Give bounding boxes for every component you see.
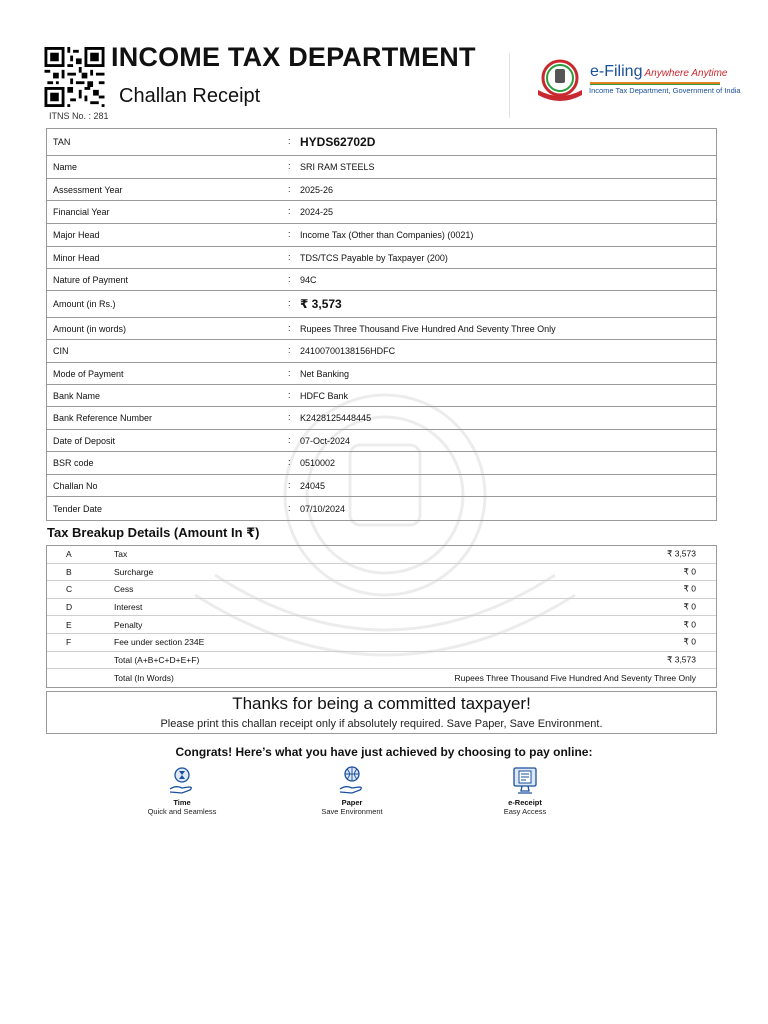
feature-title: Paper (341, 798, 363, 807)
detail-value: 2025-26 (300, 184, 334, 195)
breakup-letter: E (66, 619, 72, 630)
feature-paper (292, 765, 412, 816)
detail-label: Nature of Payment (53, 274, 129, 285)
page-title: INCOME TAX DEPARTMENT (111, 42, 476, 72)
breakup-description: Penalty (114, 619, 143, 630)
breakup-row (47, 634, 716, 652)
detail-value: 07/10/2024 (300, 503, 346, 514)
breakup-description: Surcharge (114, 566, 154, 577)
detail-row (47, 475, 716, 497)
thanks-box (46, 691, 717, 734)
detail-value: TDS/TCS Payable by Taxpayer (200) (300, 252, 448, 263)
detail-row (47, 430, 716, 452)
efiling-subtext: Income Tax Department, Government of India (589, 86, 741, 95)
detail-row (47, 179, 716, 201)
breakup-row (47, 564, 716, 582)
breakup-amount: ₹ 0 (683, 583, 696, 594)
breakup-description: Total (In Words) (114, 672, 174, 683)
breakup-description: Interest (114, 602, 143, 613)
feature-e-receipt (465, 765, 585, 816)
challan-details-table (46, 128, 717, 521)
paper-icon (337, 765, 367, 797)
detail-value: Net Banking (300, 368, 350, 379)
breakup-title: Tax Breakup Details (Amount In ₹) (47, 525, 260, 540)
breakup-letter: A (66, 549, 72, 560)
breakup-amount: ₹ 0 (683, 619, 696, 630)
detail-row (47, 363, 716, 385)
efiling-logo (531, 58, 741, 102)
detail-label: Challan No (53, 480, 98, 491)
detail-label: Assessment Year (53, 184, 123, 195)
receipt-subtitle: Challan Receipt (119, 85, 261, 107)
detail-separator: : (288, 367, 291, 378)
detail-row (47, 224, 716, 247)
detail-separator: : (288, 136, 291, 146)
detail-row (47, 497, 716, 520)
detail-label: Mode of Payment (53, 368, 124, 379)
detail-separator: : (288, 229, 291, 239)
logo-underline-green (590, 84, 720, 85)
detail-label: Financial Year (53, 207, 110, 217)
detail-separator: : (288, 206, 291, 216)
feature-title: e-Receipt (508, 798, 542, 807)
detail-label: Bank Name (53, 390, 101, 401)
breakup-letter: F (66, 637, 72, 648)
detail-row (47, 318, 716, 340)
thanks-subtext: Please print this challan receipt only if absolutely required. Save Paper, Save Environment. (160, 718, 603, 730)
detail-value: 0510002 (300, 458, 336, 468)
breakup-row (47, 652, 716, 670)
detail-row (47, 340, 716, 363)
detail-separator: : (288, 412, 291, 422)
detail-row (47, 156, 716, 179)
detail-separator: : (288, 183, 291, 194)
detail-separator: : (288, 434, 291, 445)
detail-separator: : (288, 479, 291, 490)
detail-value: 24100700138156HDFC (300, 346, 396, 356)
breakup-amount: ₹ 0 (683, 566, 696, 577)
detail-separator: : (288, 298, 291, 308)
congrats-text: Congrats! Here’s what you have just achieved by choosing to pay online: (175, 745, 593, 759)
feature-subtitle: Save Environment (321, 807, 383, 816)
efiling-brand: e-Filing (590, 63, 643, 80)
detail-value: 24045 (300, 480, 326, 491)
detail-row (47, 269, 716, 291)
detail-value: HDFC Bank (300, 390, 349, 401)
detail-row (47, 129, 716, 156)
detail-separator: : (288, 345, 291, 355)
detail-value: Rupees Three Thousand Five Hundred And Seventy Three Only (300, 323, 556, 334)
breakup-description: Cess (114, 584, 134, 595)
detail-value: Income Tax (Other than Companies) (0021) (300, 230, 474, 240)
breakup-amount: Rupees Three Thousand Five Hundred And Seventy Three Only (454, 672, 696, 683)
breakup-row (47, 669, 716, 687)
e-receipt-icon (510, 765, 540, 797)
feature-time (122, 765, 242, 816)
detail-separator: : (288, 161, 291, 171)
breakup-amount: ₹ 0 (683, 601, 696, 612)
detail-value: 07-Oct-2024 (300, 435, 351, 446)
detail-value: 94C (300, 274, 317, 285)
detail-label: Amount (in words) (53, 323, 127, 334)
emblem-icon (533, 58, 587, 102)
detail-label: Tender Date (53, 503, 103, 514)
detail-label: Bank Reference Number (53, 413, 153, 423)
detail-row (47, 385, 716, 407)
detail-label: BSR code (53, 458, 94, 468)
feature-subtitle: Easy Access (503, 807, 547, 816)
breakup-letter: C (66, 584, 73, 595)
detail-value: K2428125448445 (300, 413, 372, 423)
detail-separator: : (288, 322, 291, 333)
detail-separator: : (288, 457, 291, 467)
feature-subtitle: Quick and Seamless (147, 807, 217, 816)
detail-value: HYDS62702D (300, 135, 376, 149)
detail-row (47, 407, 716, 430)
detail-label: Amount (in Rs.) (53, 299, 116, 309)
tax-breakup-table (46, 545, 717, 688)
detail-row (47, 247, 716, 269)
time-icon (167, 765, 197, 797)
feature-title: Time (173, 798, 191, 807)
breakup-description: Total (A+B+C+D+E+F) (114, 654, 200, 665)
detail-value: ₹ 3,573 (300, 297, 342, 311)
detail-value: 2024-25 (300, 207, 334, 217)
detail-row (47, 201, 716, 224)
detail-label: Major Head (53, 230, 100, 240)
breakup-amount: ₹ 0 (683, 636, 696, 647)
breakup-letter: B (66, 566, 72, 577)
breakup-description: Tax (114, 549, 128, 560)
detail-label: Minor Head (53, 252, 100, 263)
breakup-description: Fee under section 234E (114, 637, 205, 648)
detail-separator: : (288, 389, 291, 400)
itns-number: ITNS No. : 281 (49, 111, 109, 121)
detail-label: CIN (53, 346, 69, 356)
thanks-heading: Thanks for being a committed taxpayer! (232, 694, 531, 713)
qr-code (43, 47, 106, 107)
breakup-row (47, 546, 716, 564)
breakup-row (47, 599, 716, 617)
breakup-row (47, 581, 716, 599)
breakup-row (47, 616, 716, 634)
detail-row (47, 291, 716, 318)
detail-separator: : (288, 251, 291, 262)
detail-separator: : (288, 502, 291, 513)
breakup-amount: ₹ 3,573 (666, 654, 696, 665)
detail-value: SRI RAM STEELS (300, 162, 375, 172)
breakup-letter: D (66, 602, 73, 613)
efiling-tagline: Anywhere Anytime (644, 68, 728, 79)
breakup-amount: ₹ 3,573 (666, 548, 696, 559)
detail-label: Date of Deposit (53, 435, 116, 446)
header-divider (509, 53, 510, 118)
detail-separator: : (288, 273, 291, 284)
detail-label: Name (53, 162, 78, 172)
detail-label: TAN (53, 137, 71, 147)
detail-row (47, 452, 716, 475)
